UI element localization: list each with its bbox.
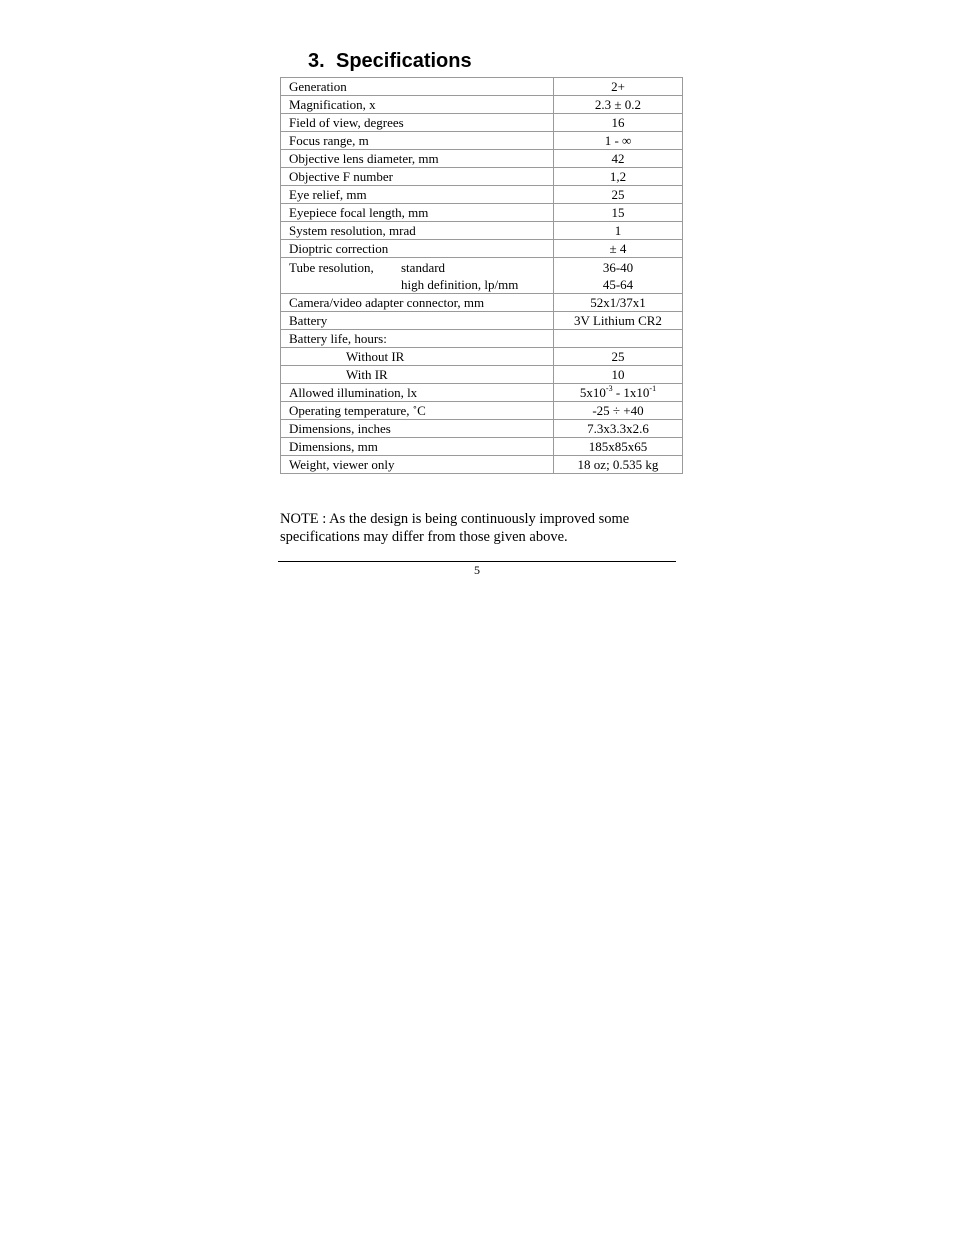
- spec-label: Field of view, degrees: [281, 114, 554, 132]
- spec-sublabel: standard: [401, 259, 446, 275]
- spec-label: Dimensions, mm: [281, 438, 554, 456]
- table-row: [281, 132, 683, 150]
- table-row: [281, 186, 683, 204]
- spec-value: 10: [554, 366, 683, 384]
- table-row: [281, 150, 683, 168]
- table-row: [281, 348, 683, 366]
- table-row: [281, 204, 683, 222]
- spec-value: 185x85x65: [554, 438, 683, 456]
- table-row: [281, 168, 683, 186]
- spec-value: 15: [554, 204, 683, 222]
- spec-value: 7.3x3.3x2.6: [554, 420, 683, 438]
- spec-value: 25: [554, 186, 683, 204]
- page-number: 5: [474, 563, 480, 577]
- spec-value: 3V Lithium CR2: [554, 312, 683, 330]
- table-row: [281, 366, 683, 384]
- table-row: [281, 456, 683, 474]
- table-row: [281, 294, 683, 312]
- spec-label: Focus range, m: [281, 132, 554, 150]
- spec-label: Dimensions, inches: [281, 420, 554, 438]
- spec-sublabel: Without IR: [346, 349, 405, 364]
- table-row: [281, 312, 683, 330]
- table-row: [281, 402, 683, 420]
- spec-value-cell: [554, 258, 683, 294]
- spec-value-cell: [554, 384, 683, 402]
- table-row: [281, 420, 683, 438]
- design-note: [280, 510, 690, 546]
- spec-label: Dioptric correction: [281, 240, 554, 258]
- table-row: [281, 222, 683, 240]
- spec-value: 1: [554, 222, 683, 240]
- illumination-max-base: 1x10: [623, 385, 650, 400]
- spec-value: 25: [554, 348, 683, 366]
- table-row: [281, 240, 683, 258]
- spec-label: Camera/video adapter connector, mm: [281, 294, 554, 312]
- section-heading: [308, 48, 472, 74]
- spec-value: [554, 330, 683, 348]
- illumination-separator: -: [612, 385, 624, 400]
- illumination-min-exponent: -3: [605, 384, 613, 393]
- table-row: [281, 114, 683, 132]
- spec-sublabel: With IR: [346, 367, 388, 382]
- spec-value: 2.3 ± 0.2: [554, 96, 683, 114]
- spec-label: Battery life, hours:: [281, 330, 554, 348]
- spec-value: 16: [554, 114, 683, 132]
- spec-value: 52x1/37x1: [554, 294, 683, 312]
- spec-value: 42: [554, 150, 683, 168]
- spec-label: System resolution, mrad: [281, 222, 554, 240]
- spec-label: Operating temperature, ˚C: [281, 402, 554, 420]
- spec-label: Allowed illumination, lx: [281, 384, 554, 402]
- spec-label: Objective lens diameter, mm: [281, 150, 554, 168]
- spec-label: Tube resolution,: [289, 259, 374, 275]
- section-number: 3.: [308, 50, 325, 72]
- spec-label: Magnification, x: [281, 96, 554, 114]
- table-row: [281, 384, 683, 402]
- spec-sublabel: high definition, lp/mm: [401, 276, 519, 292]
- table-row: [281, 96, 683, 114]
- section-title: Specifications: [336, 50, 472, 72]
- footer-divider: [278, 561, 676, 562]
- illumination-max-exponent: -1: [649, 384, 657, 393]
- spec-label: Weight, viewer only: [281, 456, 554, 474]
- spec-label-cell: [281, 258, 554, 294]
- spec-value: 18 oz; 0.535 kg: [554, 456, 683, 474]
- spec-value: -25 ÷ +40: [554, 402, 683, 420]
- note-line: specifications may differ from those given above.: [280, 529, 568, 545]
- spec-value: 1,2: [554, 168, 683, 186]
- illumination-min-base: 5x10: [579, 385, 606, 400]
- spec-label: Objective F number: [281, 168, 554, 186]
- spec-value: 2+: [554, 78, 683, 96]
- spec-label: Eyepiece focal length, mm: [281, 204, 554, 222]
- spec-label: Eye relief, mm: [281, 186, 554, 204]
- spec-value: 36-40: [602, 259, 634, 275]
- table-row: [281, 258, 683, 294]
- spec-value: 1 - ∞: [554, 132, 683, 150]
- table-row: [281, 78, 683, 96]
- spec-label: Battery: [281, 312, 554, 330]
- note-line: NOTE : As the design is being continuously improved some: [280, 511, 630, 527]
- table-row: [281, 330, 683, 348]
- spec-label: Generation: [281, 78, 554, 96]
- table-row: [281, 438, 683, 456]
- spec-label-cell: [281, 366, 554, 384]
- spec-value: ± 4: [554, 240, 683, 258]
- spec-value: 45-64: [602, 276, 634, 292]
- spec-label-cell: [281, 348, 554, 366]
- specifications-table: [280, 77, 683, 474]
